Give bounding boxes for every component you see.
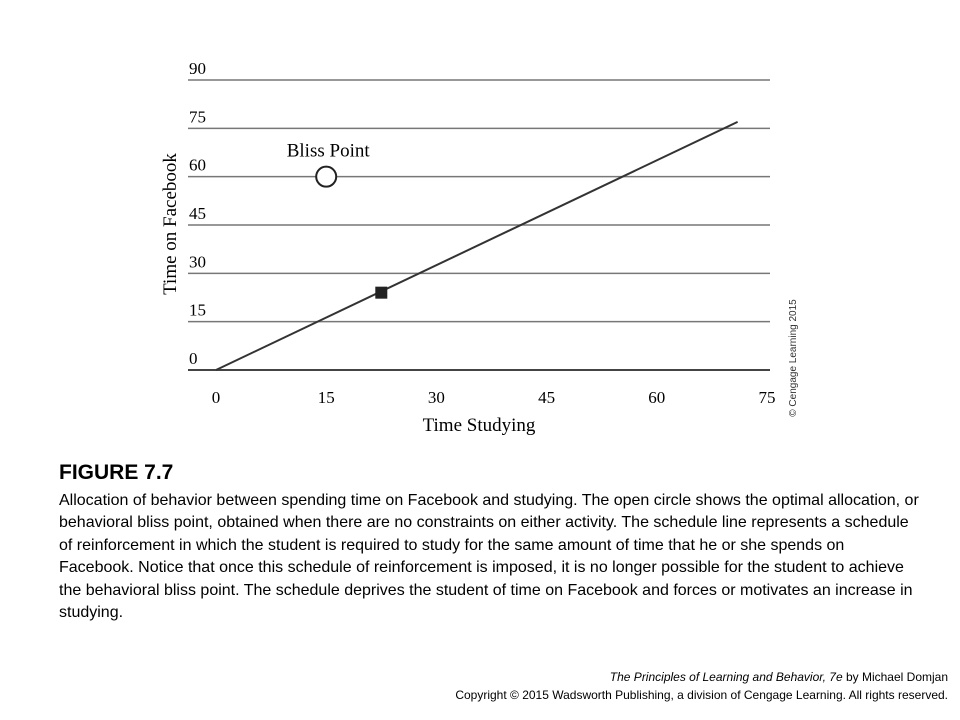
y-tick-label: 75: [189, 107, 206, 127]
footer-author: by Michael Domjan: [842, 670, 948, 684]
schedule-point-marker: [375, 287, 387, 299]
credit-label: © Cengage Learning 2015: [788, 299, 799, 417]
x-tick-label: 60: [648, 388, 666, 407]
y-tick-label: 90: [189, 59, 206, 78]
bliss-point-label: Bliss Point: [286, 140, 370, 162]
figure-caption: Allocation of behavior between spending time on Facebook and studying. The open circle shows the optimal allocation, or behavioral bliss point, obtained when there are no constraints on either activity. The schedule line represents a schedule of reinforcement in which the student is required to study for the same amount of time that he or she spends on Facebook. Notice that once this schedule of reinforcement is imposed, it is no longer possible for the student to achieve the behavioral bliss point. The schedule deprives the student of time on Facebook and forces or motivates an increase in studying.: [59, 492, 919, 622]
footer-book-title: The Principles of Learning and Behavior, 7e: [609, 670, 843, 684]
y-tick-label: 30: [189, 252, 206, 272]
x-tick-label: 15: [317, 388, 335, 407]
y-axis-label: Time on Facebook: [160, 153, 181, 295]
footer: [455, 668, 948, 704]
x-tick-labels: [212, 388, 776, 407]
grid-lines: [188, 80, 770, 322]
y-tick-label: 45: [189, 204, 206, 223]
y-tick-label: 60: [189, 155, 206, 175]
x-axis-label: Time Studying: [422, 415, 536, 436]
x-tick-label: 75: [758, 388, 776, 407]
x-tick-label: 0: [211, 388, 221, 407]
y-tick-label: 15: [189, 300, 206, 320]
footer-copyright: Copyright © 2015 Wadsworth Publishing, a division of Cengage Learning. All rights reserved.: [455, 688, 948, 702]
footer-attribution: [455, 668, 948, 686]
chart-points: [287, 141, 388, 299]
figure-title: FIGURE 7.7: [59, 461, 174, 484]
x-tick-label: 45: [538, 388, 556, 407]
x-tick-label: 30: [427, 388, 445, 407]
bliss-point-marker: [316, 167, 336, 187]
y-tick-label: 0: [189, 349, 198, 368]
